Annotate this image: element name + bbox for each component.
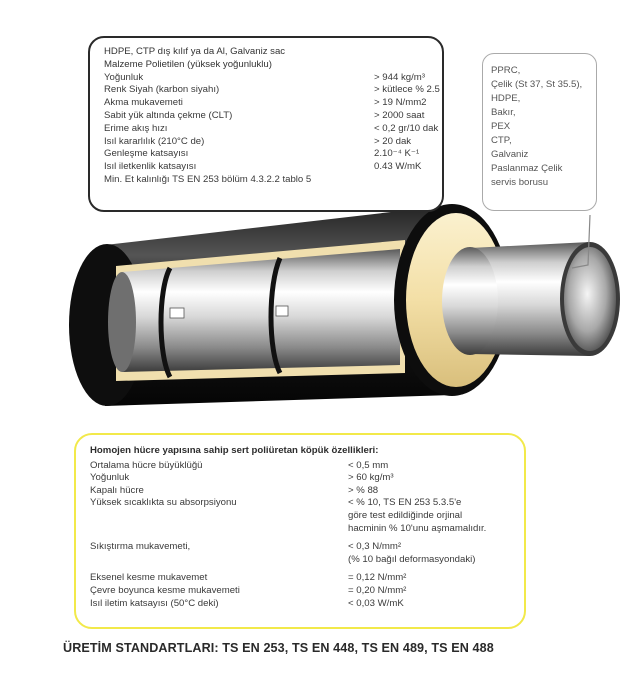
foam-key: Yüksek sıcaklıkta su absorpsiyonu [90,497,237,509]
hdpe-row [104,148,442,161]
pipe-type-item: Paslanmaz Çelik [491,163,563,174]
foam-value: < % 10, TS EN 253 5.3.5'e [348,497,462,509]
foam-row [90,572,524,585]
foam-row [90,472,524,485]
hdpe-row [104,110,442,123]
foam-continuation: (% 10 bağıl deformasyondaki) [348,553,476,565]
production-standards: ÜRETİM STANDARTLARI: TS EN 253, TS EN 448, TS EN 489, TS EN 488 [63,641,494,655]
foam-key: Ortalama hücre büyüklüğü [90,459,203,471]
hdpe-row [104,84,442,97]
service-pipe-types-box [482,53,597,211]
pipe-type-item: CTP, [491,135,512,146]
hdpe-spec-box [88,36,444,212]
foam-row [90,598,524,611]
hdpe-key: Sabit yük altında çekme (CLT) [104,109,233,121]
foam-key: Eksenel kesme mukavemet [90,572,208,584]
foam-key: Sıkıştırma mukavemeti, [90,541,191,553]
pipe-type-item: Bakır, [491,107,516,118]
hdpe-row [104,97,442,110]
foam-continuation: göre test edildiğinde orjinal [348,509,463,521]
hdpe-value: 0.43 W/mK [374,161,422,173]
hdpe-key: Renk Siyah (karbon siyahı) [104,84,220,96]
pipe-type-item: PPRC, [491,65,521,76]
hdpe-value: > kütlece % 2.5 [374,84,440,96]
foam-key: Kapalı hücre [90,484,144,496]
hdpe-value: < 0,2 gr/10 dak [374,122,439,134]
hdpe-value: > 2000 saat [374,109,425,121]
foam-row [90,485,524,498]
foam-row [90,585,524,598]
pipe-type-item: Çelik (St 37, St 35.5), [491,79,583,90]
foam-value: > 60 kg/m³ [348,472,394,484]
hdpe-row [104,72,442,85]
hdpe-key: Isıl iletkenlik katsayısı [104,161,197,173]
foam-value: < 0,3 N/mm² [348,541,402,553]
pipe-type-item: PEX [491,121,511,132]
hdpe-footer: Min. Et kalınlığı TS EN 253 bölüm 4.3.2.2 tablo 5 [104,173,312,185]
hdpe-key: Akma mukavemeti [104,97,183,109]
hdpe-value: > 944 kg/m³ [374,71,425,83]
pipe-type-item: Galvaniz [491,149,529,160]
pipe-type-item: HDPE, [491,93,521,104]
hdpe-row [104,161,442,174]
hdpe-intro-1: HDPE, CTP dış kılıf ya da Al, Galvaniz sac [104,46,286,57]
hdpe-key: Erime akış hızı [104,122,168,134]
service-pipe-end [442,242,620,356]
foam-value: = 0,12 N/mm² [348,572,407,584]
hdpe-value: > 19 N/mm2 [374,97,427,109]
hdpe-key: Isıl kararlılık (210°C de) [104,135,205,147]
hdpe-value: > 20 dak [374,135,412,147]
foam-spec-box [74,433,526,629]
hdpe-key: Yoğunluk [104,71,144,83]
foam-value: < 0,5 mm [348,459,389,471]
foam-key: Isıl iletim katsayısı (50°C deki) [90,597,219,609]
foam-key: Yoğunluk [90,472,130,484]
foam-value: = 0,20 N/mm² [348,584,407,596]
foam-row [90,541,524,554]
hdpe-key: Genleşme katsayısı [104,148,189,160]
foam-title: Homojen hücre yapısına sahip sert poliüretan köpük özellikleri: [90,445,379,456]
foam-value: > % 88 [348,484,379,496]
hdpe-row [104,136,442,149]
foam-key: Çevre boyunca kesme mukavemeti [90,584,240,596]
foam-value: < 0,03 W/mK [348,597,404,609]
pipe-type-item: servis borusu [491,177,549,188]
hdpe-intro-2: Malzeme Polietilen (yüksek yoğunluklu) [104,58,272,70]
hdpe-value: 2.10⁻⁴ K⁻¹ [374,148,420,160]
foam-continuation: hacminin % 10'unu aşmamalıdır. [348,522,487,534]
foam-row [90,497,524,510]
hdpe-row [104,123,442,136]
foam-row [90,460,524,473]
